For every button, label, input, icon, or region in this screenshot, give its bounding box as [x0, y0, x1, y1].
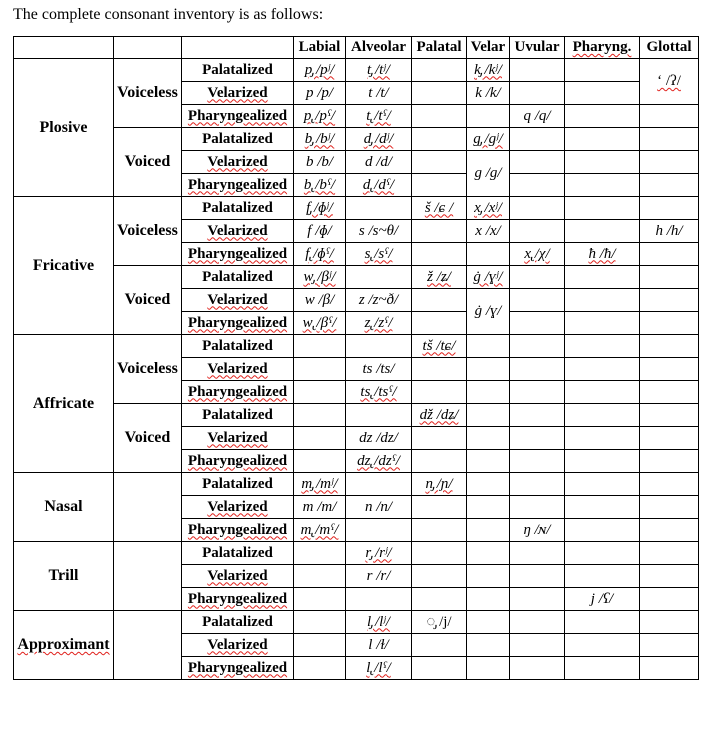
- cell-alveolar: d̢ /dˤ/: [346, 174, 412, 197]
- cell-palatal: [412, 220, 467, 243]
- cell-glottal: [640, 634, 699, 657]
- cell-uvular: [510, 151, 565, 174]
- header-row: [14, 37, 699, 59]
- cell-velar: [467, 542, 510, 565]
- cell-alveolar: s̢ /sˤ/: [346, 243, 412, 266]
- cell-pharyngeal: [565, 59, 640, 82]
- cell-alveolar: d̡ /dʲ/: [346, 128, 412, 151]
- cell-labial: [294, 450, 346, 473]
- consonant-inventory-table: [13, 36, 699, 680]
- cell-palatal: [412, 358, 467, 381]
- cell-uvular: [510, 565, 565, 588]
- cell-velar: [467, 381, 510, 404]
- cell-labial: [294, 542, 346, 565]
- secondary-palatalized: Palatalized: [182, 266, 294, 289]
- header-blank-2: [114, 37, 182, 59]
- table-row: [14, 59, 699, 82]
- header-uvular: Uvular: [510, 37, 565, 59]
- cell-uvular: [510, 634, 565, 657]
- cell-glottal: [640, 289, 699, 312]
- cell-labial: w̡ /βʲ/: [294, 266, 346, 289]
- cell-velar: [467, 473, 510, 496]
- secondary-velarized: Velarized: [182, 427, 294, 450]
- cell-glottal: [640, 588, 699, 611]
- cell-pharyngeal: [565, 565, 640, 588]
- cell-labial: f̡ /ɸʲ/: [294, 197, 346, 220]
- manner-trill: Trill: [14, 542, 114, 611]
- cell-glottal: [640, 657, 699, 680]
- cell-labial: [294, 611, 346, 634]
- secondary-pharyngealized: Pharyngealized: [182, 450, 294, 473]
- secondary-palatalized: Palatalized: [182, 404, 294, 427]
- cell-alveolar: [346, 404, 412, 427]
- cell-velar: [467, 243, 510, 266]
- cell-velar: x /x/: [467, 220, 510, 243]
- table-row: [14, 266, 699, 289]
- cell-velar: [467, 634, 510, 657]
- voicing-voiceless: Voiceless: [114, 59, 182, 128]
- secondary-pharyngealized: Pharyngealized: [182, 105, 294, 128]
- cell-uvular: [510, 611, 565, 634]
- cell-labial: f /ɸ/: [294, 220, 346, 243]
- cell-velar: [467, 496, 510, 519]
- cell-uvular: [510, 220, 565, 243]
- cell-palatal: [412, 59, 467, 82]
- cell-velar: [467, 611, 510, 634]
- header-blank-1: [14, 37, 114, 59]
- table-row: [14, 197, 699, 220]
- cell-palatal: [412, 174, 467, 197]
- table-row: [14, 128, 699, 151]
- cell-velar: ġ /ɣ/: [467, 289, 510, 335]
- secondary-velarized: Velarized: [182, 289, 294, 312]
- cell-alveolar: d /d/: [346, 151, 412, 174]
- cell-velar: g̡ /gʲ/: [467, 128, 510, 151]
- cell-labial: p̢ /pˤ/: [294, 105, 346, 128]
- cell-labial: [294, 404, 346, 427]
- secondary-pharyngealized: Pharyngealized: [182, 588, 294, 611]
- header-glottal: Glottal: [640, 37, 699, 59]
- cell-labial: b̢ /bˤ/: [294, 174, 346, 197]
- cell-velar: [467, 335, 510, 358]
- cell-pharyngeal: [565, 128, 640, 151]
- cell-uvular: [510, 588, 565, 611]
- cell-palatal: [412, 105, 467, 128]
- table-row: [14, 473, 699, 496]
- cell-pharyngeal: [565, 450, 640, 473]
- cell-uvular: [510, 657, 565, 680]
- cell-palatal: tš /tɕ/: [412, 335, 467, 358]
- table-row: [14, 404, 699, 427]
- cell-alveolar: n /n/: [346, 496, 412, 519]
- secondary-palatalized: Palatalized: [182, 611, 294, 634]
- cell-pharyngeal: ħ /ħ/: [565, 243, 640, 266]
- cell-palatal: n̡ /ɲ/: [412, 473, 467, 496]
- cell-pharyngeal: j /ʕ/: [565, 588, 640, 611]
- cell-alveolar: [346, 588, 412, 611]
- cell-pharyngeal: [565, 519, 640, 542]
- cell-palatal: [412, 381, 467, 404]
- cell-velar: k̡ /kʲ/: [467, 59, 510, 82]
- cell-glottal: [640, 450, 699, 473]
- secondary-pharyngealized: Pharyngealized: [182, 174, 294, 197]
- cell-velar: [467, 450, 510, 473]
- cell-pharyngeal: [565, 427, 640, 450]
- cell-palatal: [412, 450, 467, 473]
- cell-palatal: [412, 82, 467, 105]
- cell-uvular: [510, 473, 565, 496]
- cell-glottal: [640, 243, 699, 266]
- voicing-voiceless: Voiceless: [114, 197, 182, 266]
- secondary-velarized: Velarized: [182, 82, 294, 105]
- cell-palatal: [412, 565, 467, 588]
- cell-pharyngeal: [565, 151, 640, 174]
- secondary-velarized: Velarized: [182, 496, 294, 519]
- manner-plosive: Plosive: [14, 59, 114, 197]
- cell-pharyngeal: [565, 473, 640, 496]
- cell-glottal: [640, 519, 699, 542]
- cell-palatal: [412, 312, 467, 335]
- cell-alveolar: [346, 197, 412, 220]
- cell-velar: [467, 519, 510, 542]
- cell-pharyngeal: [565, 312, 640, 335]
- cell-uvular: [510, 59, 565, 82]
- manner-nasal: Nasal: [14, 473, 114, 542]
- cell-palatal: [412, 128, 467, 151]
- secondary-palatalized: Palatalized: [182, 128, 294, 151]
- cell-pharyngeal: [565, 381, 640, 404]
- cell-glottal: h /h/: [640, 220, 699, 243]
- cell-velar: k /k/: [467, 82, 510, 105]
- cell-uvular: q /q/: [510, 105, 565, 128]
- cell-alveolar: ts̢ /tsˤ/: [346, 381, 412, 404]
- cell-glottal: [640, 174, 699, 197]
- voicing-voiced: Voiced: [114, 128, 182, 197]
- cell-pharyngeal: [565, 174, 640, 197]
- header-alveolar: Alveolar: [346, 37, 412, 59]
- cell-glottal: [640, 404, 699, 427]
- cell-glottal: [640, 312, 699, 335]
- cell-pharyngeal: [565, 634, 640, 657]
- cell-velar: [467, 657, 510, 680]
- cell-glottal: [640, 151, 699, 174]
- cell-alveolar: dz̢ /dzˤ/: [346, 450, 412, 473]
- cell-uvular: [510, 174, 565, 197]
- cell-velar: [467, 427, 510, 450]
- cell-labial: b̡ /bʲ/: [294, 128, 346, 151]
- cell-pharyngeal: [565, 542, 640, 565]
- cell-glottal: [640, 611, 699, 634]
- cell-uvular: [510, 335, 565, 358]
- cell-alveolar: s /s~θ/: [346, 220, 412, 243]
- cell-palatal: dž /dʑ/: [412, 404, 467, 427]
- cell-pharyngeal: [565, 657, 640, 680]
- manner-affricate: Affricate: [14, 335, 114, 473]
- cell-velar: [467, 358, 510, 381]
- cell-labial: [294, 335, 346, 358]
- cell-uvular: [510, 542, 565, 565]
- voicing-blank: [114, 542, 182, 611]
- cell-alveolar: [346, 335, 412, 358]
- cell-uvular: [510, 496, 565, 519]
- secondary-palatalized: Palatalized: [182, 59, 294, 82]
- cell-velar: [467, 565, 510, 588]
- cell-uvular: [510, 312, 565, 335]
- cell-uvular: ŋ /ɴ/: [510, 519, 565, 542]
- cell-palatal: [412, 151, 467, 174]
- secondary-palatalized: Palatalized: [182, 335, 294, 358]
- cell-palatal: [412, 496, 467, 519]
- manner-approximant: Approximant: [14, 611, 114, 680]
- cell-labial: [294, 427, 346, 450]
- table-row: [14, 611, 699, 634]
- cell-labial: m̡ /mʲ/: [294, 473, 346, 496]
- cell-labial: [294, 657, 346, 680]
- cell-labial: [294, 565, 346, 588]
- cell-labial: [294, 381, 346, 404]
- cell-uvular: [510, 82, 565, 105]
- cell-palatal: [412, 634, 467, 657]
- cell-pharyngeal: [565, 266, 640, 289]
- cell-alveolar: l /ɫ/: [346, 634, 412, 657]
- cell-palatal: [412, 542, 467, 565]
- secondary-palatalized: Palatalized: [182, 197, 294, 220]
- cell-glottal: [640, 427, 699, 450]
- cell-labial: m /m/: [294, 496, 346, 519]
- cell-uvular: [510, 450, 565, 473]
- secondary-pharyngealized: Pharyngealized: [182, 381, 294, 404]
- header-blank-3: [182, 37, 294, 59]
- cell-uvular: [510, 381, 565, 404]
- cell-palatal: š /ɕ /: [412, 197, 467, 220]
- cell-alveolar: t̢ /tˤ/: [346, 105, 412, 128]
- cell-uvular: [510, 128, 565, 151]
- secondary-velarized: Velarized: [182, 151, 294, 174]
- secondary-pharyngealized: Pharyngealized: [182, 519, 294, 542]
- cell-glottal: [640, 128, 699, 151]
- header-pharyngeal: Pharyng.: [565, 37, 640, 59]
- cell-palatal: [412, 243, 467, 266]
- secondary-velarized: Velarized: [182, 565, 294, 588]
- cell-uvular: [510, 358, 565, 381]
- cell-alveolar: [346, 266, 412, 289]
- cell-palatal: ž /ʑ/: [412, 266, 467, 289]
- cell-pharyngeal: [565, 197, 640, 220]
- cell-velar: x̡ /xʲ/: [467, 197, 510, 220]
- cell-labial: p̡ /pʲ/: [294, 59, 346, 82]
- cell-palatal: [412, 519, 467, 542]
- cell-pharyngeal: [565, 82, 640, 105]
- cell-pharyngeal: [565, 105, 640, 128]
- cell-glottal: [640, 542, 699, 565]
- secondary-pharyngealized: Pharyngealized: [182, 657, 294, 680]
- cell-alveolar: r /r/: [346, 565, 412, 588]
- secondary-velarized: Velarized: [182, 220, 294, 243]
- voicing-blank: [114, 611, 182, 680]
- secondary-velarized: Velarized: [182, 358, 294, 381]
- cell-palatal: [412, 289, 467, 312]
- cell-alveolar: t /t/: [346, 82, 412, 105]
- cell-velar: g /g/: [467, 151, 510, 197]
- cell-pharyngeal: [565, 335, 640, 358]
- cell-pharyngeal: [565, 358, 640, 381]
- cell-glottal: [640, 473, 699, 496]
- cell-palatal: [412, 427, 467, 450]
- cell-glottal: [640, 381, 699, 404]
- cell-glottal: [640, 105, 699, 128]
- cell-velar: ġ /ɣʲ/: [467, 266, 510, 289]
- cell-alveolar: [346, 473, 412, 496]
- cell-velar: [467, 404, 510, 427]
- cell-glottal: [640, 565, 699, 588]
- cell-labial: [294, 358, 346, 381]
- cell-pharyngeal: [565, 220, 640, 243]
- cell-alveolar: l̢ /lˤ/: [346, 657, 412, 680]
- table-row: [14, 542, 699, 565]
- cell-uvular: [510, 266, 565, 289]
- cell-glottal: [640, 335, 699, 358]
- cell-pharyngeal: [565, 289, 640, 312]
- cell-alveolar: ts /ts/: [346, 358, 412, 381]
- cell-velar: [467, 588, 510, 611]
- cell-uvular: x̢ /χ/: [510, 243, 565, 266]
- cell-glottal: [640, 496, 699, 519]
- cell-labial: m̢ /mˤ/: [294, 519, 346, 542]
- cell-uvular: [510, 289, 565, 312]
- cell-uvular: [510, 427, 565, 450]
- cell-palatal: [412, 588, 467, 611]
- cell-velar: [467, 105, 510, 128]
- header-velar: Velar: [467, 37, 510, 59]
- secondary-velarized: Velarized: [182, 634, 294, 657]
- cell-labial: w /β/: [294, 289, 346, 312]
- cell-labial: f̢ /ɸˤ/: [294, 243, 346, 266]
- cell-glottal: [640, 197, 699, 220]
- cell-labial: b /b/: [294, 151, 346, 174]
- cell-alveolar: dz /dz/: [346, 427, 412, 450]
- cell-pharyngeal: [565, 611, 640, 634]
- secondary-pharyngealized: Pharyngealized: [182, 243, 294, 266]
- cell-labial: [294, 588, 346, 611]
- manner-fricative: Fricative: [14, 197, 114, 335]
- cell-pharyngeal: [565, 404, 640, 427]
- voicing-voiced: Voiced: [114, 266, 182, 335]
- cell-alveolar: r̡ /rʲ/: [346, 542, 412, 565]
- header-labial: Labial: [294, 37, 346, 59]
- header-palatal: Palatal: [412, 37, 467, 59]
- cell-glottal: [640, 266, 699, 289]
- cell-pharyngeal: [565, 496, 640, 519]
- cell-palatal: [412, 657, 467, 680]
- cell-alveolar: z̢ /zˤ/: [346, 312, 412, 335]
- secondary-palatalized: Palatalized: [182, 542, 294, 565]
- cell-alveolar: t̡ /tʲ/: [346, 59, 412, 82]
- table-row: [14, 335, 699, 358]
- cell-palatal: ◌̡ /j/: [412, 611, 467, 634]
- cell-labial: [294, 634, 346, 657]
- intro-text: The complete consonant inventory is as follows:: [13, 6, 324, 23]
- cell-glottal: [640, 358, 699, 381]
- secondary-pharyngealized: Pharyngealized: [182, 312, 294, 335]
- cell-labial: p /p/: [294, 82, 346, 105]
- voicing-blank: [114, 473, 182, 542]
- secondary-palatalized: Palatalized: [182, 473, 294, 496]
- cell-alveolar: l̡ /lʲ/: [346, 611, 412, 634]
- voicing-voiceless: Voiceless: [114, 335, 182, 404]
- cell-alveolar: z /z~ð/: [346, 289, 412, 312]
- cell-labial: w̢ /βˤ/: [294, 312, 346, 335]
- cell-uvular: [510, 197, 565, 220]
- cell-glottal: ʻ /ʔ/: [640, 59, 699, 105]
- voicing-voiced: Voiced: [114, 404, 182, 473]
- cell-alveolar: [346, 519, 412, 542]
- cell-uvular: [510, 404, 565, 427]
